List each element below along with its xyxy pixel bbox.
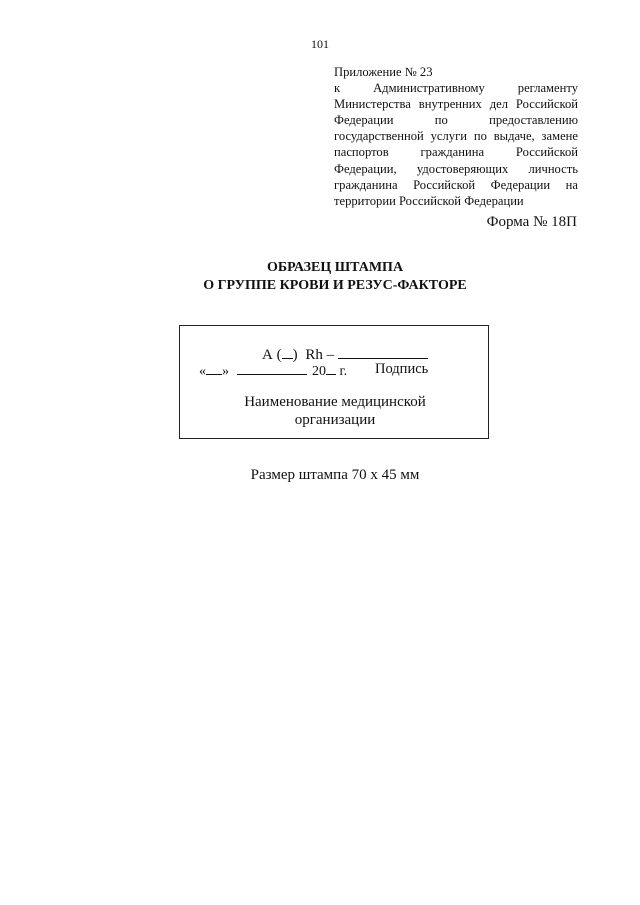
year-prefix: 20	[312, 364, 326, 379]
blood-group-suffix: )	[292, 347, 298, 363]
organization-name	[180, 393, 490, 429]
day-blank	[206, 361, 222, 375]
blood-group-prefix: А (	[262, 347, 282, 363]
stamp-box	[179, 325, 489, 439]
stamp-title-line2: О ГРУППЕ КРОВИ И РЕЗУС-ФАКТОРЕ	[203, 278, 467, 293]
appendix-line: Приложение № 23	[334, 65, 433, 79]
organization-name-line1: Наименование медицинской	[244, 394, 426, 410]
appendix-line: к Административному регламенту	[334, 81, 578, 96]
stamp-title-line1: ОБРАЗЕЦ ШТАМПА	[266, 260, 404, 275]
month-blank	[237, 361, 307, 375]
appendix-line: государственной услуги по выдаче, замене	[334, 129, 578, 144]
appendix-line: территории Российской Федерации	[334, 193, 524, 208]
appendix-line: паспортов гражданина Российской	[334, 145, 578, 160]
year-suffix: г.	[339, 364, 348, 379]
signature-label: Подпись	[375, 361, 429, 377]
rh-blank	[338, 345, 428, 359]
appendix-line: Министерства внутренних дел Российской	[334, 97, 578, 112]
date-open-quote: «	[199, 364, 206, 379]
stamp-title	[0, 259, 640, 295]
appendix-line: гражданина Российской Федерации на	[334, 177, 578, 192]
appendix-line: Федерации по предоставлению	[334, 113, 578, 128]
date-close-quote: »	[222, 364, 229, 379]
blood-group-blank	[282, 345, 293, 359]
year-blank	[326, 361, 336, 375]
organization-name-line2: организации	[294, 412, 376, 428]
stamp-size: Размер штампа 70 х 45 мм	[250, 467, 420, 483]
rh-label: Rh –	[305, 347, 335, 363]
page-number: 101	[311, 37, 329, 51]
form-number: Форма № 18П	[486, 214, 577, 230]
date-line	[199, 361, 347, 380]
appendix-block	[334, 64, 578, 209]
appendix-line: Федерации, удостоверяющих личность	[334, 161, 578, 176]
